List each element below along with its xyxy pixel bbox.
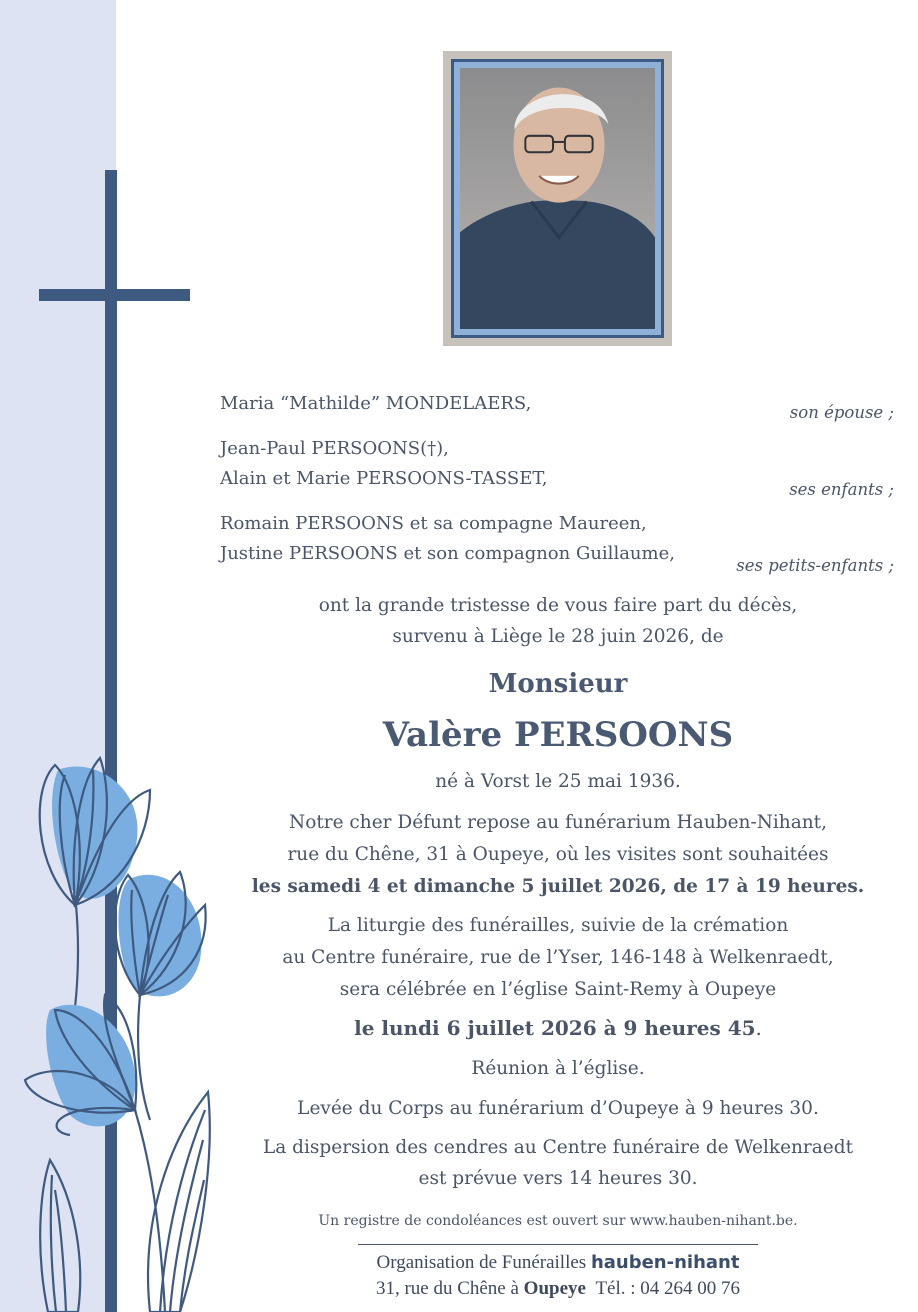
footer-address-prefix: 31, rue du Chêne à (375, 1278, 519, 1299)
portrait-frame (443, 51, 672, 346)
liturgy-date-line (230, 1011, 886, 1045)
salutation: Monsieur (488, 669, 628, 699)
dispersion-line: La dispersion des cendres au Centre funéraire de Welkenraedt (262, 1137, 854, 1158)
liturgy-date: le lundi 6 juillet 2026 à 9 heures 45 (354, 1016, 756, 1040)
children-relation: ses enfants ; (789, 480, 894, 499)
deceased-name: Valère PERSOONS (382, 715, 734, 755)
announcement-line: ont la grande tristesse de vous faire part du décès, (318, 595, 798, 616)
grandchild-name: Romain PERSOONS et sa compagne Maureen, (220, 513, 647, 534)
registry-note: Un registre de condoléances est ouvert sur www.hauben-nihant.be. (318, 1213, 798, 1229)
spouse-name: Maria “Mathilde” MONDELAERS, (220, 393, 532, 414)
spouse-relation: son épouse ; (789, 403, 894, 422)
visits-dates: les samedi 4 et dimanche 5 juillet 2026, de 17 à 19 heures. (251, 876, 865, 897)
levee-info: Levée du Corps au funérarium d’Oupeye à 9 heures 30. (297, 1098, 819, 1119)
birth-info: né à Vorst le 25 mai 1936. (435, 771, 681, 792)
visits-block (230, 807, 886, 903)
announcement-text (230, 590, 886, 652)
cross-and-tulips-illustration (0, 0, 230, 1312)
footer-address (300, 1278, 816, 1300)
liturgy-line: sera célébrée en l’église Saint-Remy à Oupeye (339, 979, 777, 1000)
liturgy-line: au Centre funéraire, rue de l’Yser, 146-148 à Welkenraedt, (282, 947, 834, 968)
child-name: Jean-Paul PERSOONS(†), (220, 438, 449, 459)
children-names (220, 434, 547, 494)
meeting-info: Réunion à l’église. (471, 1058, 645, 1079)
grandchildren-names (220, 509, 675, 569)
grandchild-name: Justine PERSOONS et son compagnon Guillaume, (220, 543, 675, 564)
grandchildren-relation: ses petits-enfants ; (736, 556, 894, 575)
dispersion-block (230, 1132, 886, 1194)
cross-icon (39, 170, 190, 1312)
visits-line: rue du Chêne, 31 à Oupeye, où les visites sont souhaitées (287, 844, 829, 865)
visits-line: Notre cher Défunt repose au funérarium Hauben-Nihant, (289, 812, 827, 833)
footer-city: Oupeye (523, 1278, 586, 1299)
footer-org-label: Organisation de Funérailles (376, 1252, 587, 1273)
footer-org (300, 1252, 816, 1274)
dispersion-line: est prévue vers 14 heures 30. (418, 1168, 698, 1189)
liturgy-line: La liturgie des funérailles, suivie de la crémation (327, 915, 789, 936)
footer-phone: Tél. : 04 264 00 76 (595, 1278, 741, 1299)
brand-logo: hauben-nihant (590, 1252, 740, 1273)
portrait-photo (451, 59, 664, 338)
liturgy-block (230, 910, 886, 1006)
footer-divider (358, 1244, 758, 1245)
tulip-flowers-illustration (25, 758, 210, 1312)
liturgy-date-suffix: . (755, 1016, 762, 1040)
child-name: Alain et Marie PERSOONS-TASSET, (220, 468, 548, 489)
spouse-names (220, 389, 531, 419)
announcement-line: survenu à Liège le 28 juin 2026, de (392, 626, 724, 647)
